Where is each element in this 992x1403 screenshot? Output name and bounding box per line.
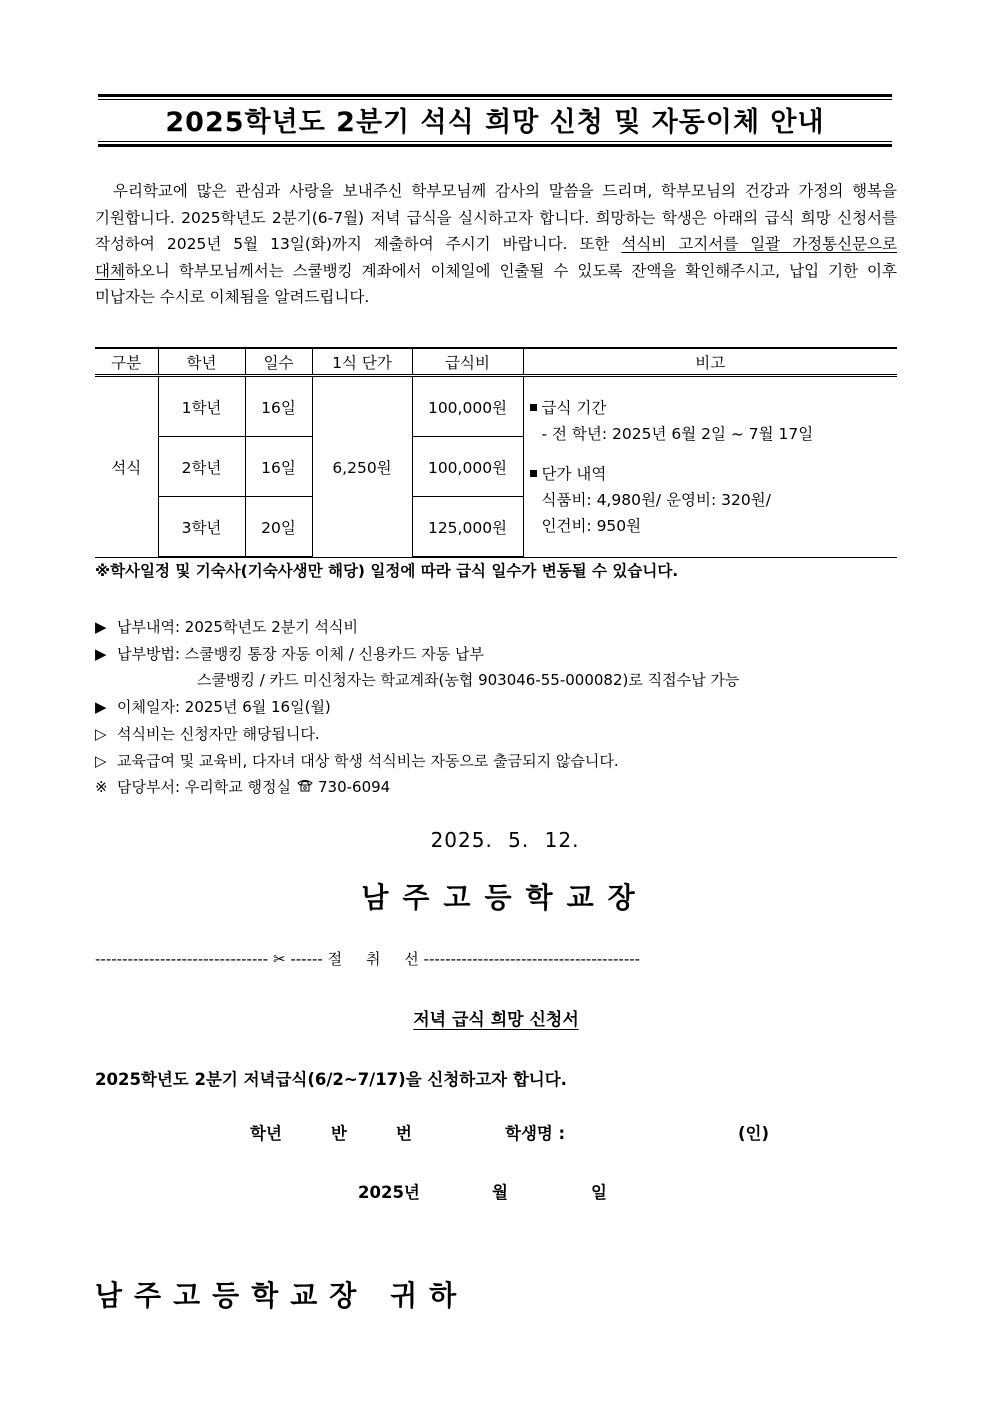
title-top-rule (98, 94, 892, 97)
list-item (95, 748, 739, 775)
note-cell (523, 376, 897, 558)
page-title: 2025학년도 2분기 석식 희망 신청 및 자동이체 안내 (165, 107, 825, 138)
price-line-1: 식품비: 4,980원/ 운영비: 320원/ (541, 490, 771, 509)
hollow-arrow-bullet-icon: ▷ (95, 724, 107, 743)
cut-dashes: -------------------------------- (95, 950, 269, 968)
square-bullet-icon (530, 470, 537, 477)
list-item-text: 이체일자: 2025년 6월 16일(월) (117, 698, 331, 717)
days-cell: 20일 (245, 497, 312, 558)
phone-number: 730-6094 (317, 778, 391, 797)
grade-label: 학년 (250, 1124, 282, 1143)
intro-underlined-text: 석식비 고지서를 일괄 가정통신문으로 대체 (95, 235, 897, 280)
telephone-icon (297, 774, 313, 801)
price-note (528, 461, 898, 539)
header-days: 일수 (245, 348, 312, 376)
list-item-text: 납부내역: 2025학년도 2분기 석식비 (117, 618, 358, 636)
days-cell: 16일 (245, 376, 312, 437)
arrow-bullet-icon: ▶ (95, 698, 107, 717)
day-label: 일 (591, 1183, 607, 1202)
fee-cell: 100,000원 (412, 376, 523, 437)
cut-dashes: ------ (290, 950, 323, 968)
form-title: 저녁 급식 희망 신청서 (413, 1010, 579, 1030)
title-bottom-rule (98, 144, 892, 147)
period-value: - 전 학년: 2025년 6월 2일 ~ 7월 17일 (541, 424, 814, 443)
issue-date: 2025. 5. 12. (430, 828, 580, 852)
period-label: 급식 기간 (541, 398, 607, 417)
header-fee: 급식비 (412, 348, 523, 376)
schedule-footnote: ※학사일정 및 기숙사(기숙사생만 해당) 일정에 따라 급식 일수가 변동될 수 있습니다. (95, 562, 679, 580)
period-note (528, 395, 898, 447)
list-item-text: 스쿨뱅킹 / 카드 미신청자는 학교계좌(농협 903046-55-000082)로 직접수납 가능 (197, 671, 740, 690)
list-item-text: 담당부서: 우리학교 행정실 (117, 778, 291, 797)
list-item-text: 납부방법: 스쿨뱅킹 통장 자동 이체 / 신용카드 자동 납부 (117, 644, 485, 663)
fee-cell: 125,000원 (412, 497, 523, 558)
scissors-icon: ✂ (272, 950, 286, 968)
list-item (95, 614, 739, 641)
principal-signature: 남주고등학교장 (361, 881, 649, 914)
grade-cell: 3학년 (158, 497, 245, 558)
table-header-row (95, 348, 897, 376)
payment-info-list (95, 614, 739, 801)
list-item (95, 694, 739, 721)
grade-cell: 2학년 (158, 437, 245, 497)
year-label: 2025년 (358, 1183, 420, 1202)
list-item (95, 721, 739, 748)
list-item-continued (95, 667, 739, 694)
list-item-text: 교육급여 및 교육비, 다자녀 대상 학생 석식비는 자동으로 출금되지 않습니다. (117, 751, 619, 770)
category-cell: 석식 (95, 376, 158, 558)
list-item (95, 641, 739, 668)
cut-dashes: ---------------------------------------- (423, 950, 641, 968)
intro-text-1: 우리학교에 많은 관심과 사랑을 보내주신 학부모님께 감사의 말씀을 드리며, 학부모님의 건강과 가정의 행복을 기원합니다. 2025학년도 2분기(6-7월) 저녁 급식을 실시하고자 합니다. 희망하는 학생은 아래의 급식 희망 신청서를 작성하여 2025년 5월 13일(화)까지 제출하여 주시기 바랍니다. 또한 (95, 182, 897, 253)
arrow-bullet-icon: ▶ (95, 644, 107, 663)
reference-mark-icon: ※ (95, 778, 108, 797)
header-unit-price: 1식 단가 (312, 348, 412, 376)
class-label: 반 (331, 1124, 347, 1143)
table-row (95, 376, 897, 437)
price-line-2: 인건비: 950원 (541, 516, 642, 535)
cut-line-label: 절 취 선 (327, 950, 419, 968)
seal-label: (인) (738, 1124, 770, 1143)
list-item (95, 774, 739, 801)
price-label: 단가 내역 (541, 464, 607, 483)
cut-line (95, 948, 895, 969)
intro-paragraph (95, 178, 897, 311)
days-cell: 16일 (245, 437, 312, 497)
list-item-text: 석식비는 신청자만 해당됩니다. (117, 724, 320, 743)
header-category: 구분 (95, 348, 158, 376)
month-label: 월 (492, 1183, 508, 1202)
unit-price-cell: 6,250원 (312, 376, 412, 558)
header-grade: 학년 (158, 348, 245, 376)
hollow-arrow-bullet-icon: ▷ (95, 751, 107, 770)
header-note: 비고 (523, 348, 897, 376)
student-name-label: 학생명 : (505, 1124, 566, 1143)
title-bottom-rule-thin (98, 141, 892, 142)
application-statement: 2025학년도 2분기 저녁급식(6/2~7/17)을 신청하고자 합니다. (95, 1070, 567, 1089)
form-recipient: 남주고등학교장 귀하 (95, 1279, 469, 1312)
fee-cell: 100,000원 (412, 437, 523, 497)
grade-cell: 1학년 (158, 376, 245, 437)
fee-table (95, 347, 897, 558)
intro-text-2: 하오니 학부모님께서는 스쿨뱅킹 계좌에서 이체일에 인출될 수 있도록 잔액을 확인해주시고, 납입 기한 이후 미납자는 수시로 이체됨을 알려드립니다. (95, 261, 897, 306)
square-bullet-icon (530, 404, 537, 411)
number-label: 번 (396, 1124, 412, 1143)
arrow-bullet-icon: ▶ (95, 618, 107, 636)
